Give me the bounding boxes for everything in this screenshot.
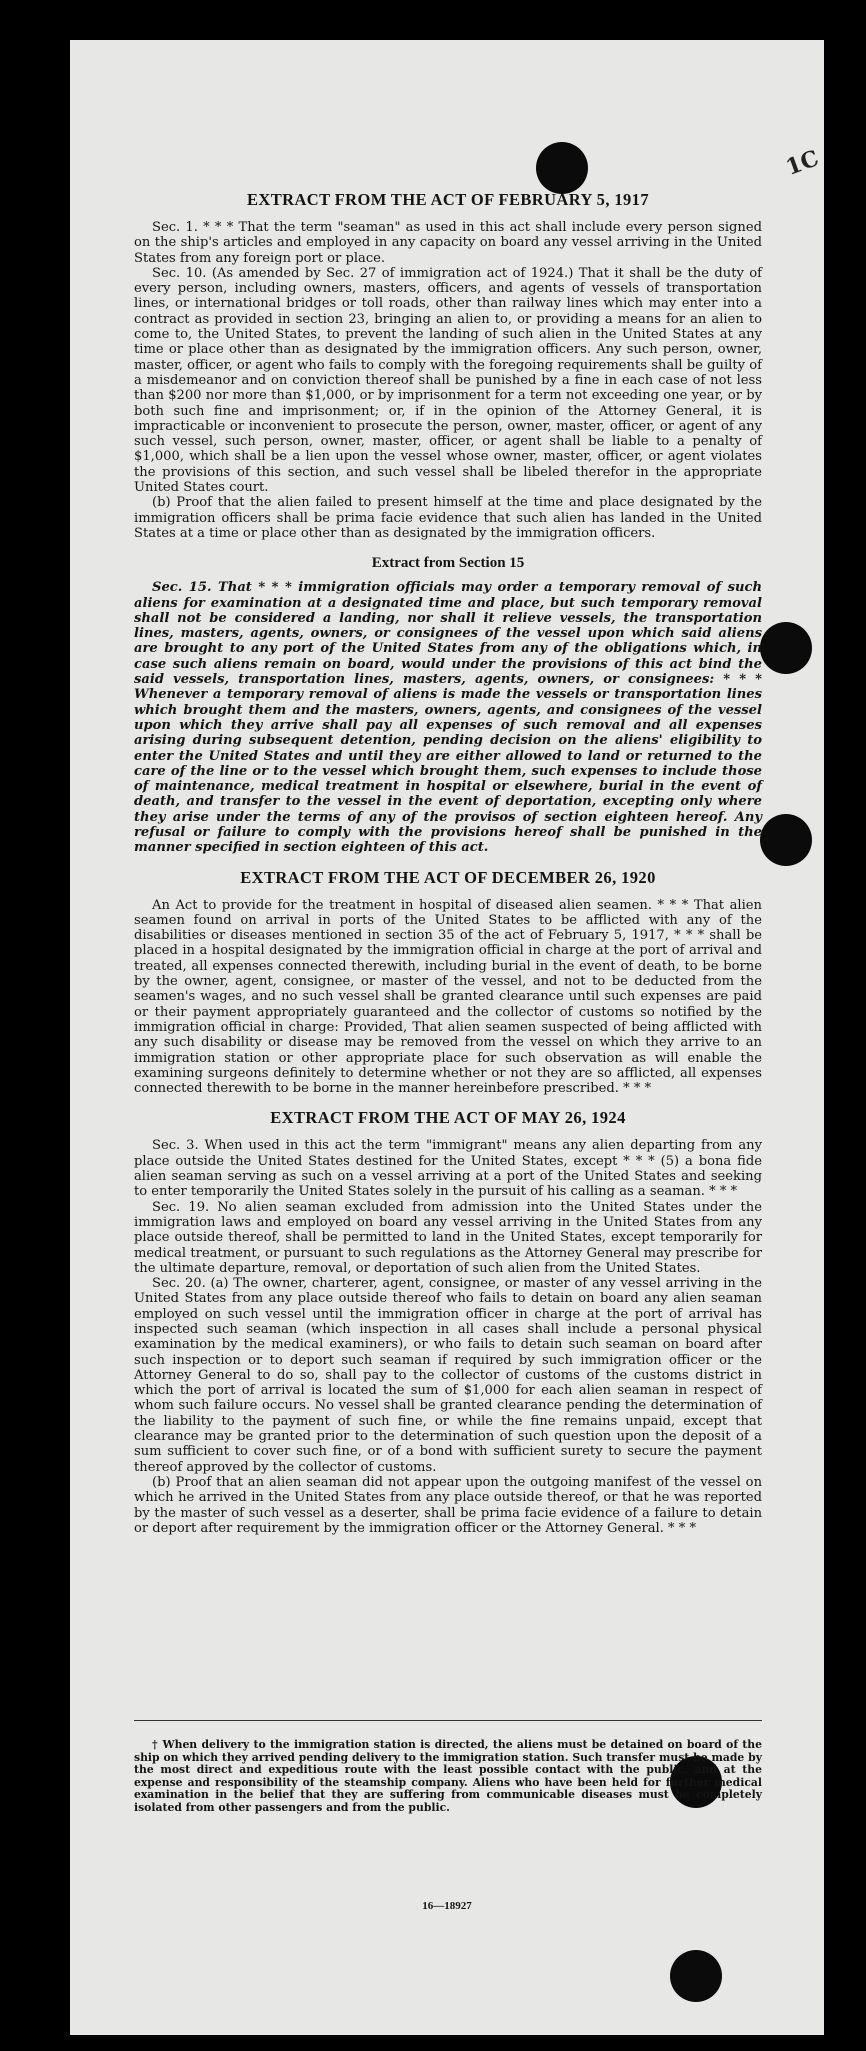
paragraph: Sec. 3. When used in this act the term "immigrant" means any alien departing from any place outside the United States destined for the United States, except * * * (5) a bona fide alien seaman serving as such on a vessel arriving at a port of the United States and seeking to enter temporarily the United States solely in the pursuit of his calling as a seaman. * * * (134, 1138, 762, 1200)
act-1920-extract (134, 868, 762, 1097)
footnote-text: † When delivery to the immigration station is directed, the aliens must be detained on board of the ship on which they arrived pending delivery to the immigration station. Such transfer must be made by the most direct and expeditious route with the least possible contact with the public, and at the expense and responsibility of the steamship company. Aliens who have been held for further medical examination in the belief that they are suffering from communicable diseases must be completely isolated from other passengers and from the public. (134, 1738, 762, 1814)
section-15-extract (134, 555, 762, 855)
paragraph: Sec. 20. (a) The owner, charterer, agent, consignee, or master of any vessel arriving in the United States from any place outside thereof who fails to detain on board any alien seaman employed on such vessel until the immigration officer in charge at the port of arrival has inspected such seaman (which inspection in all cases shall include a personal physical examination by the medical examiners), or who fails to detain such seaman on board after such inspection or to deport such seaman if required by such immigration officer or the Attorney General to do so, shall pay to the collector of customs of the customs district in which the port of arrival is located the sum of $1,000 for each alien seaman in respect of whom such failure occurs. No vessel shall be granted clearance pending the determination of the liability to the payment of such fine, or while the fine remains unpaid, except that clearance may be granted prior to the determination of such question upon the deposit of a sum sufficient to cover such fine, or of a bond with sufficient surety to secure the payment thereof approved by the collector of customs. (134, 1276, 762, 1475)
paragraph: Sec. 10. (As amended by Sec. 27 of immigration act of 1924.) That it shall be the duty of every person, including owners, masters, officers, and agents of vessels of transportation lines, or international bridges or toll roads, other than railway lines which may enter into a contract as provided in section 23, bringing an alien to, or providing a means for an alien to come to, the United States, to prevent the landing of such alien in the United States at any time or place other than as designated by the immigration officers. Any such person, owner, master, officer, or agent who fails to comply with the foregoing requirements shall be guilty of a misdemeanor and on conviction thereof shall be punished by a fine in each case of not less than $200 nor more than $1,000, or by imprisonment for a term not exceeding one year, or by both such fine and imprisonment; or, if in the opinion of the Attorney General, it is impracticable or inconvenient to prosecute the person, owner, master, officer, or agent of any such vessel, such person, owner, master, officer, or agent shall be liable to a penalty of $1,000, which shall be a lien upon the vessel whose owner, master, officer, or agent violates the provisions of this section, and such vessel shall be libeled therefor in the appropriate United States court. (134, 265, 762, 496)
paragraph: Sec. 19. No alien seaman excluded from admission into the United States under the immigration laws and employed on board any vessel arriving in the United States from any place outside thereof, shall be permitted to land in the United States, except temporarily for medical treatment, or pursuant to such regulations as the Attorney General may prescribe for the ultimate departure, removal, or deportation of such alien from the United States. (134, 1199, 762, 1276)
punch-hole (536, 142, 588, 194)
punch-hole (670, 1950, 722, 2002)
act-1917-extract (134, 190, 762, 541)
document-page (70, 40, 824, 2035)
section-heading: Extract from Section 15 (371, 555, 525, 572)
paragraph: An Act to provide for the treatment in hospital of diseased alien seamen. * * * That alien seamen found on arrival in ports of the United States to be afflicted with any of the disabilities or diseases mentioned in section 35 of the act of February 5, 1917, * * * shall be placed in a hospital designated by the immigration official in charge at the port of arrival and treated, all expenses connected therewith, including burial in the event of death, to be borne by the owner, agent, consignee, or master of the vessel, and not to be deducted from the seamen's wages, and no such vessel shall be granted clearance until such expenses are paid or their payment appropriately guaranteed and the collector of customs so notified by the immigration official in charge: Provided, That alien seamen suspected of being afflicted with any such disability or disease may be removed from the vessel on which they arrive to an immigration station or other appropriate place for such observation as will enable the examining surgeons definitely to determine whether or not they are so afflicted, all expenses connected therewith to be borne in the manner hereinbefore prescribed. * * * (134, 897, 762, 1097)
section-heading: EXTRACT FROM THE ACT OF MAY 26, 1924 (270, 1108, 626, 1128)
paragraph: Sec. 1. * * * That the term "seaman" as used in this act shall include every person signed on the ship's articles and employed in any capacity on board any vessel arriving in the United States from any foreign port or place. (134, 220, 762, 266)
paragraph: Sec. 15. That * * * immigration officials may order a temporary removal of such aliens for examination at a designated time and place, but such temporary removal shall not be considered a landing, nor shall it relieve vessels, the transportation lines, masters, agents, owners, or consignees of the vessel upon which said aliens are brought to any port of the United States from any of the obligations which, in case such aliens remain on board, would under the provisions of this act bind the said vessels, transportation lines, masters, agents, owners, or consignees: * * * Whenever a temporary removal of aliens is made the vessels or transportation lines which brought them and the masters, owners, agents, and consignees of the vessel upon which they arrive shall pay all expenses of such removal and all expenses arising during subsequent detention, pending decision on the aliens' eligibility to enter the United States and until they are either allowed to land or returned to the care of the line or to the vessel which brought them, such expenses to include those of maintenance, medical treatment in hospital or elsewhere, burial in the event of death, and transfer to the vessel in the event of deportation, excepting only where they arise under the terms of any of the provisos of section eighteen hereof. Any refusal or failure to comply with the provisions hereof shall be punished in the manner specified in section eighteen of this act. (134, 580, 762, 856)
paragraph: (b) Proof that an alien seaman did not appear upon the outgoing manifest of the vessel on which he arrived in the United States from any place outside thereof, or that he was reported by the master of such vessel as a deserter, shall be prima facie evidence of a failure to detain or deport after requirement by the immigration officer or the Attorney General. * * * (134, 1474, 762, 1536)
punch-hole (760, 622, 812, 674)
footnote (134, 1720, 762, 1815)
act-1924-extract (134, 1108, 762, 1536)
punch-hole (760, 814, 812, 866)
margin-mark: 1C (782, 145, 823, 181)
paragraph: (b) Proof that the alien failed to present himself at the time and place designated by the immigration officers shall be prima facie evidence that such alien has landed in the United States at a time or place other than as designated by the immigration officers. (134, 495, 762, 541)
document-body (134, 190, 762, 1548)
form-code: 16—18927 (422, 1900, 472, 1912)
section-heading: EXTRACT FROM THE ACT OF FEBRUARY 5, 1917 (247, 190, 649, 209)
section-heading: EXTRACT FROM THE ACT OF DECEMBER 26, 1920 (240, 867, 656, 887)
